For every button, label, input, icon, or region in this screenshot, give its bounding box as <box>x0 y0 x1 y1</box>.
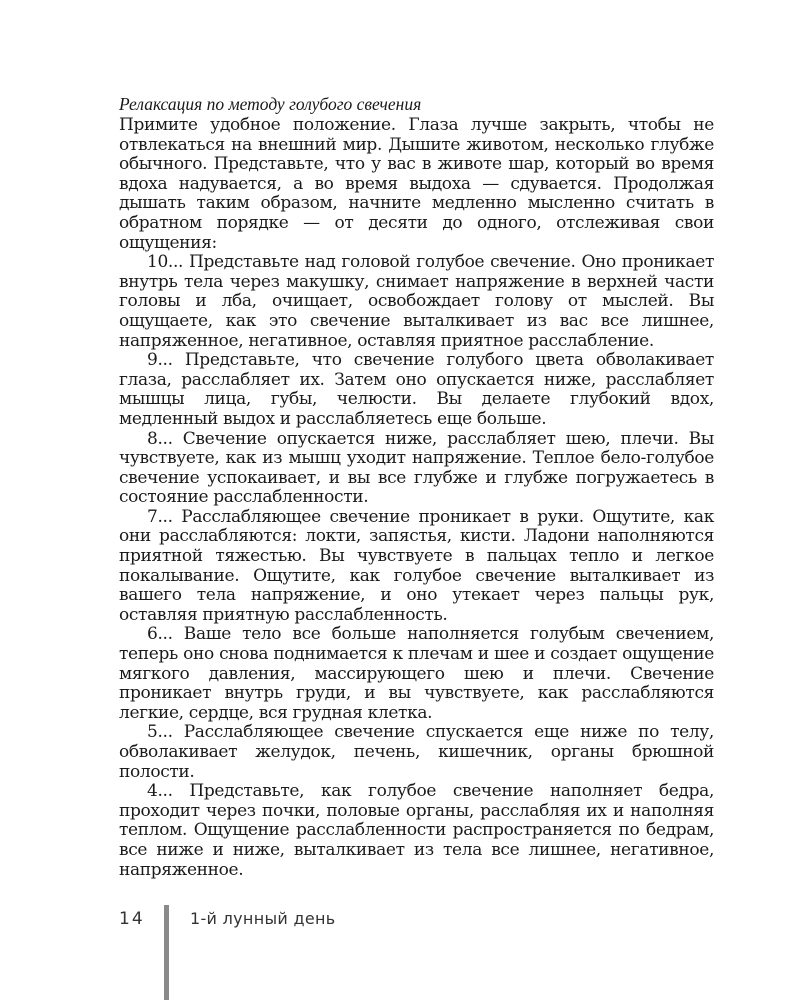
paragraph-step-4: 4... Представьте, как голубое свечение наполняет бедра, проходит через почки, половые органы, расслабляя их и наполняя теплом. Ощущение расслабленности распространяется по бедрам, все ниже и ниже, выталкивает из тела все лишнее, негативное, напряженное. <box>119 781 714 880</box>
intro-paragraph: Примите удобное положение. Глаза лучше закрыть, чтобы не отвлекаться на внешний мир. Дышите животом, несколько глубже обычного. Представьте, что у вас в животе шар, который во время вдоха надувается, а во время выдоха — сдувается. Продолжая дышать таким образом, начните медленно мысленно считать в обратном порядке — от десяти до одного, отслеживая свои ощущения: <box>119 115 714 253</box>
section-heading: Релаксация по методу голубого свечения <box>119 94 422 114</box>
paragraph-step-7: 7... Расслабляющее свечение проникает в руки. Ощутите, как они расслабляются: локти, запястья, кисти. Ладони наполняются приятной тяжестью. Вы чувствуете в пальцах тепло и легкое покалывание. Ощутите, как голубое свечение выталкивает из вашего тела напряжение, и оно утекает через пальцы рук, оставляя приятную расслабленность. <box>119 506 714 625</box>
paragraph-step-8: 8... Свечение опускается ниже, расслабляет шею, плечи. Вы чувствуете, как из мышц уходит напряжение. Теплое бело-голубое свечение успокаивает, и вы все глубже и глубже погружаетесь в состояние расслабленности. <box>119 428 714 508</box>
running-head: 1-й лунный день <box>190 909 336 928</box>
page-number: 14 <box>119 909 145 929</box>
footer-divider <box>164 905 169 1000</box>
paragraph-step-9: 9... Представьте, что свечение голубого цвета обволакивает глаза, расслабляет их. Затем оно опускается ниже, расслабляет мышцы лица, губы, челюсти. Вы делаете глубокий вдох, медленный выдох и расслабляетесь еще больше. <box>119 350 714 429</box>
paragraph-step-6: 6... Ваше тело все больше наполняется голубым свечением, теперь оно снова поднимается к плечам и шее и создает ощущение мягкого давления, массирующего шею и плечи. Свечение проникает внутрь груди, и вы чувствуете, как расслабляются легкие, сердце, вся грудная клетка. <box>119 624 714 723</box>
paragraph-step-10: 10... Представьте над головой голубое свечение. Оно проникает внутрь тела через макушку, снимает напряжение в верхней части головы и лба, очищает, освобождает голову от мыслей. Вы ощущаете, как это свечение выталкивает из вас все лишнее, напряженное, негативное, оставляя приятное расслабление. <box>119 252 714 351</box>
paragraph-step-5: 5... Расслабляющее свечение спускается еще ниже по телу, обволакивает желудок, печень, кишечник, органы брюшной полости. <box>119 722 714 782</box>
page-body <box>119 93 714 880</box>
